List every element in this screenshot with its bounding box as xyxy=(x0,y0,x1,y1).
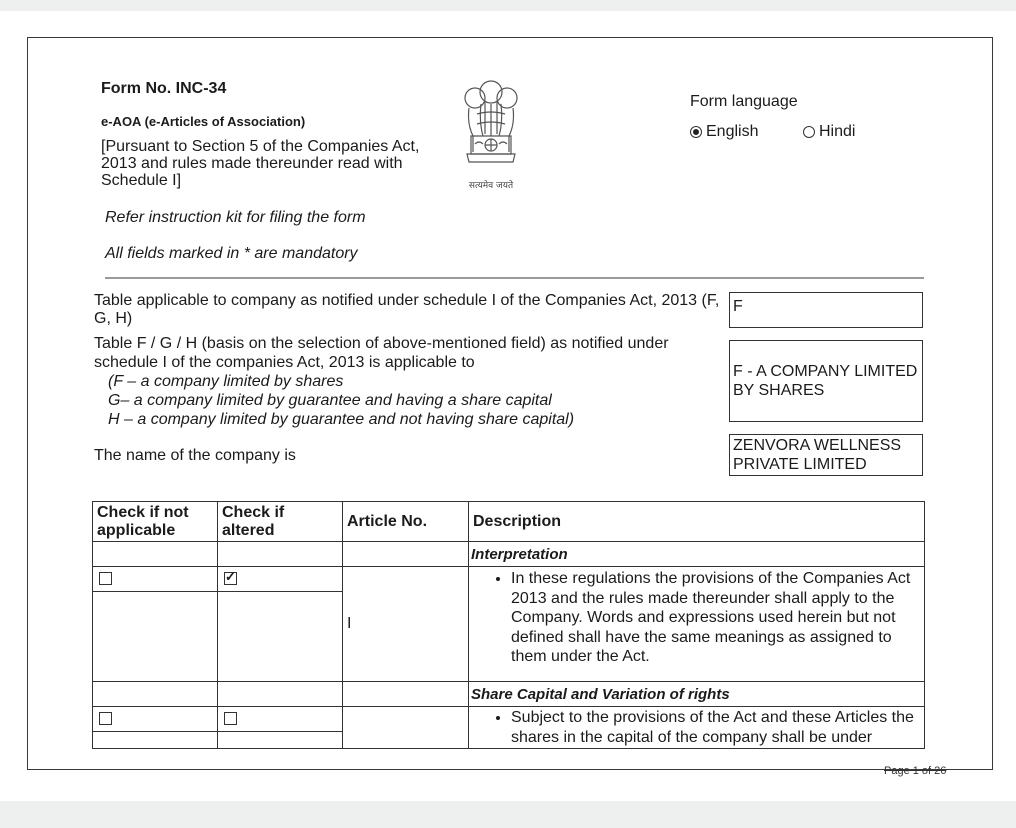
table-applicable-field[interactable]: F xyxy=(729,292,923,328)
articles-table xyxy=(92,501,925,749)
instruction-note: Refer instruction kit for filing the form xyxy=(105,209,366,226)
empty-cell xyxy=(93,592,218,682)
table-basis-option-f: (F – a company limited by shares xyxy=(108,373,344,390)
not-applicable-checkbox[interactable] xyxy=(99,712,112,725)
section-row xyxy=(93,542,925,567)
altered-checkbox[interactable] xyxy=(224,572,237,585)
article-no-cell xyxy=(343,707,469,749)
article-no-cell: I xyxy=(343,567,469,682)
language-hindi-radio[interactable] xyxy=(803,123,855,141)
form-subtitle: e-AOA (e-Articles of Association) xyxy=(101,114,306,129)
empty-cell xyxy=(218,542,343,567)
language-english-radio[interactable] xyxy=(690,123,758,141)
empty-cell xyxy=(218,592,343,682)
col-description: Description xyxy=(469,502,925,542)
empty-cell xyxy=(218,732,343,749)
section-title-share-capital: Share Capital and Variation of rights xyxy=(469,682,925,707)
col-not-applicable: Check if not applicable xyxy=(93,502,218,542)
form-language-label: Form language xyxy=(690,93,798,110)
national-emblem-icon xyxy=(455,74,527,196)
company-name-label: The name of the company is xyxy=(94,447,296,464)
table-basis-option-g: G– a company limited by guarantee and having a share capital xyxy=(108,392,552,409)
altered-cell xyxy=(218,567,343,592)
mandatory-note: All fields marked in * are mandatory xyxy=(105,245,358,262)
altered-checkbox[interactable] xyxy=(224,712,237,725)
company-name-field[interactable]: ZENVORA WELLNESS PRIVATE LIMITED xyxy=(729,434,923,476)
empty-cell xyxy=(93,682,218,707)
page-number: Page 1 of 26 xyxy=(884,765,947,777)
altered-cell xyxy=(218,707,343,732)
pursuant-note: [Pursuant to Section 5 of the Companies Act, 2013 and rules made thereunder read with Schedule I] xyxy=(101,138,420,189)
language-english-label: English xyxy=(706,123,759,140)
form-number: Form No. INC-34 xyxy=(101,80,227,97)
radio-selected-icon[interactable] xyxy=(690,126,702,138)
not-applicable-cell xyxy=(93,567,218,592)
col-altered: Check if altered xyxy=(218,502,343,542)
description-text: • Subject to the provisions of the Act and these Articles the shares in the capital of the company shall be under xyxy=(511,708,920,747)
not-applicable-cell xyxy=(93,707,218,732)
table-basis-question xyxy=(94,334,724,429)
emblem-motto: सत्यमेव जयते xyxy=(468,181,514,191)
section-row xyxy=(93,682,925,707)
table-header-row xyxy=(93,502,925,542)
section-divider xyxy=(105,277,924,279)
table-basis-field[interactable]: F - A COMPANY LIMITED BY SHARES xyxy=(729,340,923,422)
language-hindi-label: Hindi xyxy=(819,123,856,140)
table-applicable-label: Table applicable to company as notified under schedule I of the Companies Act, 2013 (F, G, H) xyxy=(94,292,720,327)
table-basis-option-h: H – a company limited by guarantee and not having share capital) xyxy=(108,411,575,428)
description-cell xyxy=(469,707,925,749)
empty-cell xyxy=(343,682,469,707)
not-applicable-checkbox[interactable] xyxy=(99,572,112,585)
empty-cell xyxy=(218,682,343,707)
table-basis-label: Table F / G / H (basis on the selection of above-mentioned field) as notified under schedule I of the companies Act, 2013 is applicable to xyxy=(94,335,669,371)
description-cell xyxy=(469,567,925,682)
table-row xyxy=(93,567,925,592)
col-article-no: Article No. xyxy=(343,502,469,542)
table-row xyxy=(93,707,925,732)
empty-cell xyxy=(93,542,218,567)
section-title-interpretation: Interpretation xyxy=(469,542,925,567)
empty-cell xyxy=(93,732,218,749)
radio-empty-icon[interactable] xyxy=(803,126,815,138)
description-text: • In these regulations the provisions of the Companies Act 2013 and the rules made thereunder shall apply to the Company. Words and expressions used herein but not defined shall have the same meanings as assigned to them under the Act. xyxy=(511,569,920,667)
empty-cell xyxy=(343,542,469,567)
